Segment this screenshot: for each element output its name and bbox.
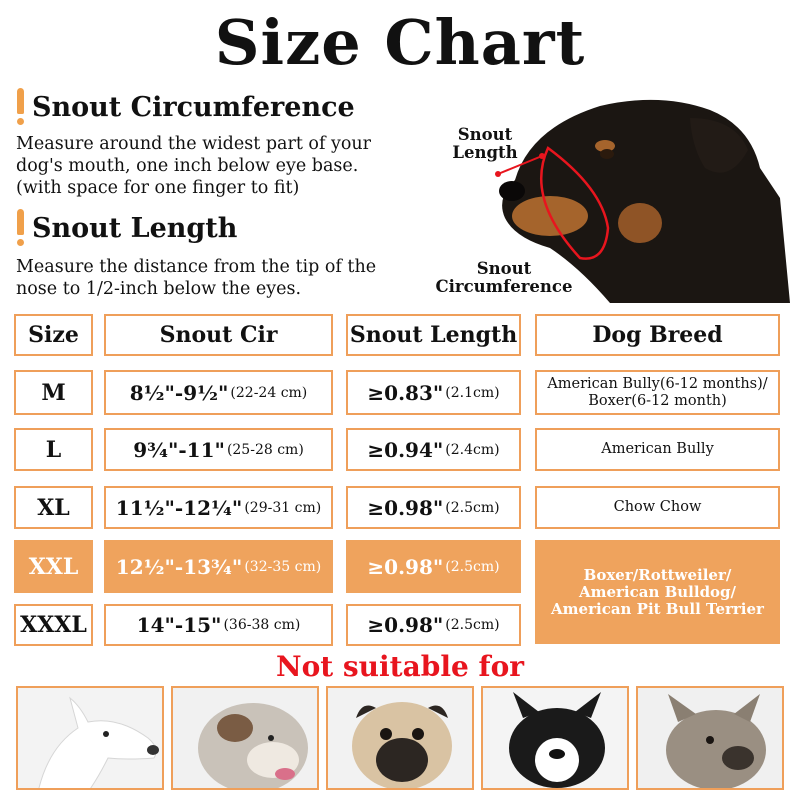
exclamation-icon	[14, 88, 26, 126]
snout-length-cell: ≥0.98" (2.5cm)	[346, 540, 521, 593]
snout-length-label: Snout Length	[452, 125, 518, 162]
snout-cir-cell: 12½"-13¾" (32-35 cm)	[104, 540, 333, 593]
exclamation-icon	[14, 209, 26, 247]
snout-cir-cell: 11½"-12¼" (29-31 cm)	[104, 486, 333, 529]
size-cell: M	[14, 370, 93, 415]
snout-cir-cell: 14"-15" (36-38 cm)	[104, 604, 333, 646]
breed-cell: American Bully(6-12 months)/ Boxer(6-12 month)	[535, 370, 780, 415]
size-cell: XXXL	[14, 604, 93, 646]
not-suitable-heading: Not suitable for	[275, 650, 525, 683]
breed-cell: American Bully	[535, 428, 780, 471]
snout-cir-cell: 9¾"-11" (25-28 cm)	[104, 428, 333, 471]
bulldog-photo	[171, 686, 319, 790]
size-cell: XXL	[14, 540, 93, 593]
rottweiler-diagram	[430, 88, 790, 303]
snout-length-cell: ≥0.98" (2.5cm)	[346, 486, 521, 529]
size-cell: XL	[14, 486, 93, 529]
page-title: Size Chart	[214, 6, 586, 79]
length-description: Measure the distance from the tip of the nose to 1/2-inch below the eyes.	[16, 257, 377, 299]
circumference-description: Measure around the widest part of your dog's mouth, one inch below eye base. (with space for one finger to fit)	[16, 134, 372, 198]
circumference-heading: Snout Circumference	[14, 88, 355, 126]
snout-length-cell: ≥0.94" (2.4cm)	[346, 428, 521, 471]
header-snout-length: Snout Length	[346, 314, 521, 356]
header-size: Size	[14, 314, 93, 356]
bull-terrier-photo	[16, 686, 164, 790]
size-cell: L	[14, 428, 93, 471]
boston-terrier-photo	[481, 686, 629, 790]
snout-length-cell: ≥0.83" (2.1cm)	[346, 370, 521, 415]
pug-photo	[326, 686, 474, 790]
french-bulldog-photo	[636, 686, 784, 790]
breed-cell: Chow Chow	[535, 486, 780, 529]
header-dog-breed: Dog Breed	[535, 314, 780, 356]
header-snout-cir: Snout Cir	[104, 314, 333, 356]
snout-cir-cell: 8½"-9½" (22-24 cm)	[104, 370, 333, 415]
breed-cell: Boxer/Rottweiler/ American Bulldog/ American Pit Bull Terrier	[535, 540, 780, 644]
snout-length-cell: ≥0.98" (2.5cm)	[346, 604, 521, 646]
length-heading: Snout Length	[14, 209, 237, 247]
snout-circumference-label: Snout Circumference	[435, 259, 573, 296]
